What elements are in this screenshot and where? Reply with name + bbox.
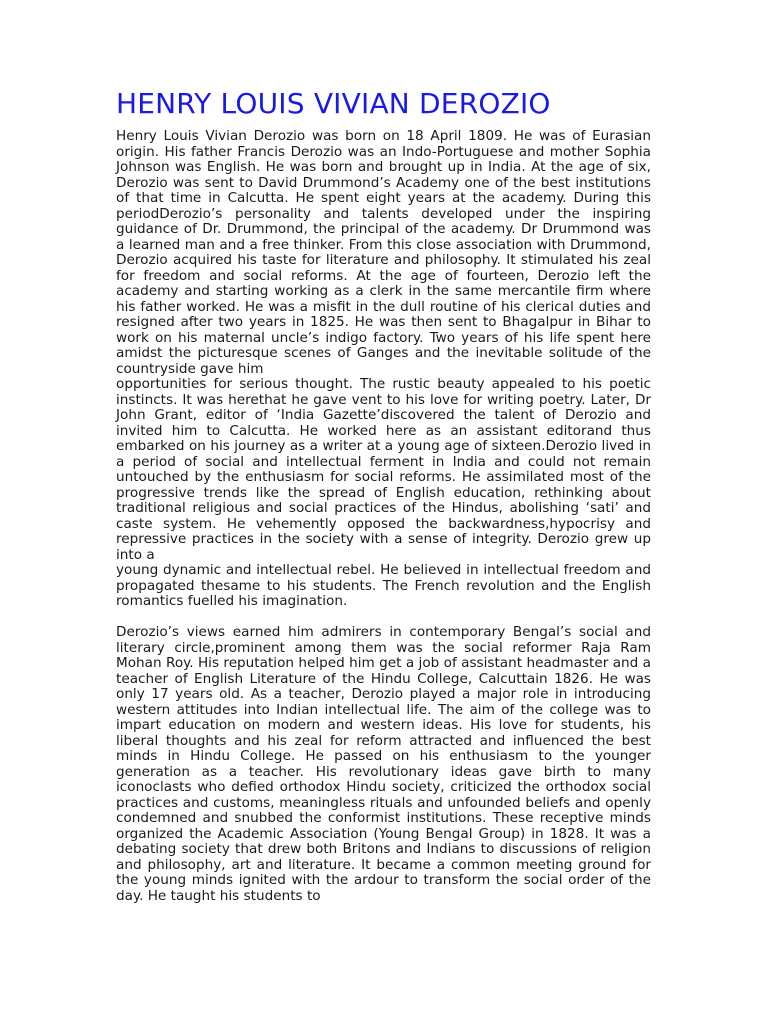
paragraph-poetry-and-reform: opportunities for serious thought. The rustic beauty appealed to his poetic instincts. It was herethat he gave vent to his love for writing poetry. Later, Dr John Grant, editor of ‘India Gazette’discovered the talent of Derozio and invited him to Calcutta. He worked here as an assistant editorand thus embarked on his journey as a writer at a young age of sixteen.Derozio lived in a period of social and intellectual ferment in India and could not remain untouched by the enthusiasm for social reforms. He assimilated most of the progressive trends like the spread of English education, rethinking about traditional religious and social practices of the Hindus, abolishing ‘sati’ and caste system. He vehemently opposed the backwardness,hypocrisy and repressive practices in the society with a sense of integrity. Derozio grew up into a — [116, 376, 651, 563]
document-title: HENRY LOUIS VIVIAN DEROZIO — [116, 87, 551, 120]
paragraph-spacer — [116, 610, 651, 626]
document-page — [116, 86, 651, 904]
paragraph-teacher: Derozio’s views earned him admirers in contemporary Bengal’s social and literary circle,prominent among them was the social reformer Raja Ram Mohan Roy. His reputation helped him get a job of assistant headmaster and a teacher of English Literature of the Hindu College, Calcuttain 1826. He was only 17 years old. As a teacher, Derozio played a major role in introducing western attitudes into Indian intellectual life. The aim of the college was to impart education on modern and western ideas. His love for students, his liberal thoughts and his zeal for reform attracted and influenced the best minds in Hindu College. He passed on his enthusiasm to the younger generation as a teacher. His revolutionary ideas gave birth to many iconoclasts who defied orthodox Hindu society, criticized the orthodox social practices and customs, meaningless rituals and unfounded beliefs and openly condemned and snubbed the conformist institutions. These receptive minds organized the Academic Association (Young Bengal Group) in 1828. It was a debating society that drew both Britons and Indians to discussions of religion and philosophy, art and literature. It became a common meeting ground for the young minds ignited with the ardour to transform the social order of the day. He taught his students to — [116, 624, 651, 904]
paragraph-intellectual-rebel: young dynamic and intellectual rebel. He believed in intellectual freedom and propagated thesame to his students. The French revolution and the English romantics fuelled his imagination. — [116, 562, 651, 609]
paragraph-early-life: Henry Louis Vivian Derozio was born on 18 April 1809. He was of Eurasian origin. His father Francis Derozio was an Indo-Portuguese and mother Sophia Johnson was English. He was born and brought up in India. At the age of six, Derozio was sent to David Drummond’s Academy one of the best institutions of that time in Calcutta. He spent eight years at the academy. During this periodDerozio’s personality and talents developed under the inspiring guidance of Dr. Drummond, the principal of the academy. Dr Drummond was a learned man and a free thinker. From this close association with Drummond, Derozio acquired his taste for literature and philosophy. It stimulated his zeal for freedom and social reforms. At the age of fourteen, Derozio left the academy and starting working as a clerk in the same mercantile firm where his father worked. He was a misfit in the dull routine of his clerical duties and resigned after two years in 1825. He was then sent to Bhagalpur in Bihar to work on his maternal uncle’s indigo factory. Two years of his life spent here amidst the picturesque scenes of Ganges and the inevitable solitude of the countryside gave him — [116, 128, 651, 377]
